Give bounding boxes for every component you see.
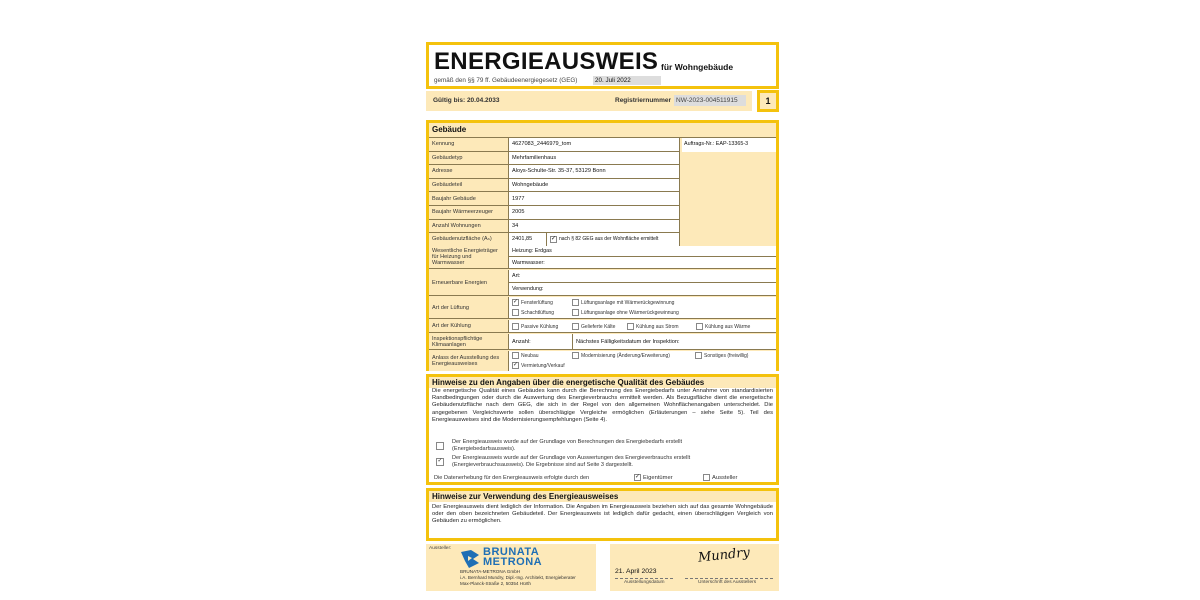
building-title: Gebäude bbox=[432, 125, 467, 134]
checkbox[interactable] bbox=[572, 352, 579, 359]
validity-bar bbox=[426, 91, 752, 111]
page-number: 1 bbox=[757, 90, 779, 112]
issuer-box bbox=[426, 544, 596, 591]
building-row bbox=[429, 138, 680, 152]
checkbox[interactable]: ✓ bbox=[513, 299, 519, 305]
building-row-label: Baujahr Gebäude bbox=[429, 192, 509, 205]
order-number: Auftrags-Nr.: EAP-13365-3 bbox=[682, 138, 776, 152]
checkbox[interactable]: ✓ bbox=[551, 235, 557, 242]
ventilation-label: Art der Lüftung bbox=[429, 297, 509, 318]
building-row-label: Gebäudeteil bbox=[429, 179, 509, 192]
usage-text: Der Energieausweis dient lediglich der Information. Die Angaben im Energieausweis beziehen sich auf das gesamte Wohngebäude oder den oben bezeichneten Gebäudeteil. Der Energieausweis ist lediglich dafür gedacht, einen überschlägigen Vergleich von Gebäuden zu ermöglichen. bbox=[432, 504, 773, 525]
reason-label: Anlass der Ausstellung des Energieausweises bbox=[429, 351, 509, 371]
building-row bbox=[429, 165, 680, 179]
option-schachtlüftung[interactable]: Schachtlüftung bbox=[512, 309, 554, 316]
building-row-label: Kennung bbox=[429, 138, 509, 151]
checkbox[interactable]: ✓ bbox=[437, 458, 443, 464]
option-neubau[interactable]: Neubau bbox=[512, 352, 539, 359]
building-row-label: Adresse bbox=[429, 165, 509, 178]
option-fensterlüftung[interactable]: ✓ Fensterlüftung bbox=[513, 299, 553, 306]
renewable-use: Verwendung: bbox=[512, 286, 544, 292]
law-reference: gemäß den §§ 79 ff. Gebäudeenergiegesetz (GEG) bbox=[434, 77, 578, 84]
checkbox[interactable]: ✓ bbox=[513, 362, 519, 368]
quality-notes-section bbox=[426, 374, 779, 485]
issuer-company: BRUNATA-METRONA GmbH bbox=[460, 569, 521, 574]
option-kühlung-aus-wärme[interactable]: Kühlung aus Wärme bbox=[696, 323, 750, 330]
building-row-label: Gebäudenutzfläche (Aₙ) bbox=[429, 233, 509, 246]
building-row bbox=[429, 152, 680, 166]
registration-number: NW-2023-004511915 bbox=[674, 95, 746, 106]
signature-image: Mundry bbox=[697, 545, 751, 566]
heating-value: Heizung: Erdgas bbox=[509, 246, 776, 257]
option-gelieferte-kälte[interactable]: Gelieferte Kälte bbox=[572, 323, 615, 330]
reason-row bbox=[429, 351, 776, 371]
option-lüftungsanlage-mit-wärmerückgewinnung[interactable]: Lüftungsanlage mit Wärmerückgewinnung bbox=[572, 299, 674, 306]
header-box bbox=[426, 42, 779, 89]
checkbox[interactable] bbox=[696, 323, 703, 330]
signature-label: Unterschrift des Ausstellers bbox=[698, 580, 757, 585]
warm-water-value: Warmwasser: bbox=[512, 260, 545, 266]
usage-section bbox=[426, 488, 779, 541]
checkbox[interactable] bbox=[512, 352, 519, 359]
building-row bbox=[429, 233, 680, 247]
building-row-value: 2401,85 bbox=[509, 233, 547, 246]
building-row-value: Wohngebäude bbox=[509, 179, 680, 192]
checkbox[interactable] bbox=[436, 442, 444, 450]
building-section bbox=[426, 120, 779, 371]
owner-option[interactable]: ✓ Eigentümer bbox=[635, 474, 673, 481]
signature-box bbox=[610, 544, 779, 591]
building-row-value: 1977 bbox=[509, 192, 680, 205]
checkbox[interactable] bbox=[695, 352, 702, 359]
building-row-label: Baujahr Wärmeerzeuger bbox=[429, 206, 509, 219]
document-subtitle: für Wohngebäude bbox=[661, 62, 734, 72]
energy-carrier-row bbox=[429, 246, 776, 269]
building-row-value: Aloys-Schulte-Str. 35-37, 53129 Bonn bbox=[509, 165, 680, 178]
option-modernisierung-änderung-erweiterung-[interactable]: Modernisierung (Änderung/Erweiterung) bbox=[572, 352, 670, 359]
option-vermietung-verkauf[interactable]: ✓ Vermietung/Verkauf bbox=[513, 362, 565, 369]
energy-carrier-label: Wesentliche Energieträger für Heizung und Warmwasser bbox=[429, 246, 509, 268]
usage-title: Hinweise zur Verwendung des Energieausweises bbox=[429, 491, 776, 502]
building-row-label: Anzahl Wohnungen bbox=[429, 220, 509, 233]
inspection-row bbox=[429, 334, 776, 350]
quality-notes-text: Die energetische Qualität eines Gebäudes kann durch die Berechnung des Energiebedarfs unter Annahme von standardisierten Randbedingungen oder durch die Auswertung des Energieverbrauchs ermittelt werden. Als Bezugsfläche dient die energetische Gebäudenutzfläche nach dem GEG, die sich in der Regel von den allgemeinen Wohnflächenangaben unterscheidet. Die angegebenen Vergleichswerte sollen überschlägige Vergleiche ermöglichen (Erläuterungen – siehe Seite 5). Teil des Energieausweises sind die Modernisierungsempfehlungen (Seite 4). bbox=[432, 388, 773, 423]
building-row-value: 34 bbox=[509, 220, 680, 233]
issuer-option[interactable]: Aussteller bbox=[703, 474, 737, 481]
option-demand[interactable]: Der Energieausweis wurde auf der Grundlage von Berechnungen des Energiebedarfs erstellt (Energiebedarfsausweis). bbox=[436, 439, 736, 453]
area-note[interactable]: ✓ nach § 82 GEG aus der Wohnfläche ermittelt bbox=[547, 233, 680, 246]
renewable-type: Art: bbox=[509, 270, 776, 283]
checkbox[interactable]: ✓ bbox=[635, 474, 641, 480]
logo-line-2: METRONA bbox=[483, 556, 543, 568]
issue-date: 21. April 2023 bbox=[615, 568, 657, 575]
building-row-value: Mehrfamilienhaus bbox=[509, 152, 680, 165]
issuer-address: Max-Planck-Straße 2, 50354 Hürth bbox=[460, 581, 531, 586]
option-consumption[interactable]: ✓ Der Energieausweis wurde auf der Grundlage von Auswertungen des Energieverbrauchs erstellt (Energieverbrauchsausweis). Die Ergebnisse sind auf Seite 3 dargestellt. bbox=[437, 455, 691, 468]
data-collection-text: Die Datenerhebung für den Energieausweis erfolgte durch den bbox=[434, 475, 590, 481]
cooling-row bbox=[429, 320, 776, 333]
option-sonstiges-freiwillig-[interactable]: Sonstiges (freiwillig) bbox=[695, 352, 748, 359]
valid-until: Gültig bis: 20.04.2033 bbox=[433, 97, 500, 104]
brunata-logo-icon bbox=[459, 549, 481, 569]
building-row-value: 2005 bbox=[509, 206, 680, 219]
checkbox[interactable] bbox=[627, 323, 634, 330]
renewable-row bbox=[429, 270, 776, 296]
building-row-label: Gebäudetyp bbox=[429, 152, 509, 165]
option-passive-kühlung[interactable]: Passive Kühlung bbox=[512, 323, 558, 330]
building-row-value: 4627083_2446979_tom bbox=[509, 138, 680, 151]
quality-notes-title: Hinweise zu den Angaben über die energetische Qualität des Gebäudes bbox=[429, 377, 776, 388]
building-row bbox=[429, 206, 680, 220]
document-title: ENERGIEAUSWEIS bbox=[434, 48, 659, 75]
issuer-label: Aussteller: bbox=[429, 546, 452, 551]
option-kühlung-aus-strom[interactable]: Kühlung aus Strom bbox=[627, 323, 679, 330]
checkbox[interactable] bbox=[703, 474, 710, 481]
building-row bbox=[429, 192, 680, 206]
checkbox[interactable] bbox=[512, 323, 519, 330]
inspection-next-date: Nächstes Fälligkeitsdatum der Inspektion: bbox=[573, 334, 776, 349]
checkbox[interactable] bbox=[572, 323, 579, 330]
checkbox[interactable] bbox=[512, 309, 519, 316]
building-row bbox=[429, 179, 680, 193]
checkbox[interactable] bbox=[572, 309, 579, 316]
option-lüftungsanlage-ohne-wärmerückgewinnung[interactable]: Lüftungsanlage ohne Wärmerückgewinnung bbox=[572, 309, 679, 316]
issue-date-label: Ausstellungsdatum bbox=[624, 580, 665, 585]
registration-label: Registriernummer bbox=[615, 97, 671, 104]
building-row bbox=[429, 220, 680, 234]
cooling-label: Art der Kühlung bbox=[429, 320, 509, 332]
inspection-label: Inspektionspflichtige Klimaanlagen bbox=[429, 334, 509, 349]
law-date: 20. Juli 2022 bbox=[593, 76, 661, 85]
checkbox[interactable] bbox=[572, 299, 579, 306]
issuer-person: i.A. Bernhard Mundry, Dipl.-Ing. Architekt, Energieberater bbox=[460, 575, 576, 580]
ventilation-row bbox=[429, 297, 776, 319]
inspection-count: Anzahl: bbox=[509, 334, 573, 349]
renewable-label: Erneuerbare Energien bbox=[429, 270, 509, 295]
logo-line-1: BRUNATA bbox=[483, 546, 540, 558]
